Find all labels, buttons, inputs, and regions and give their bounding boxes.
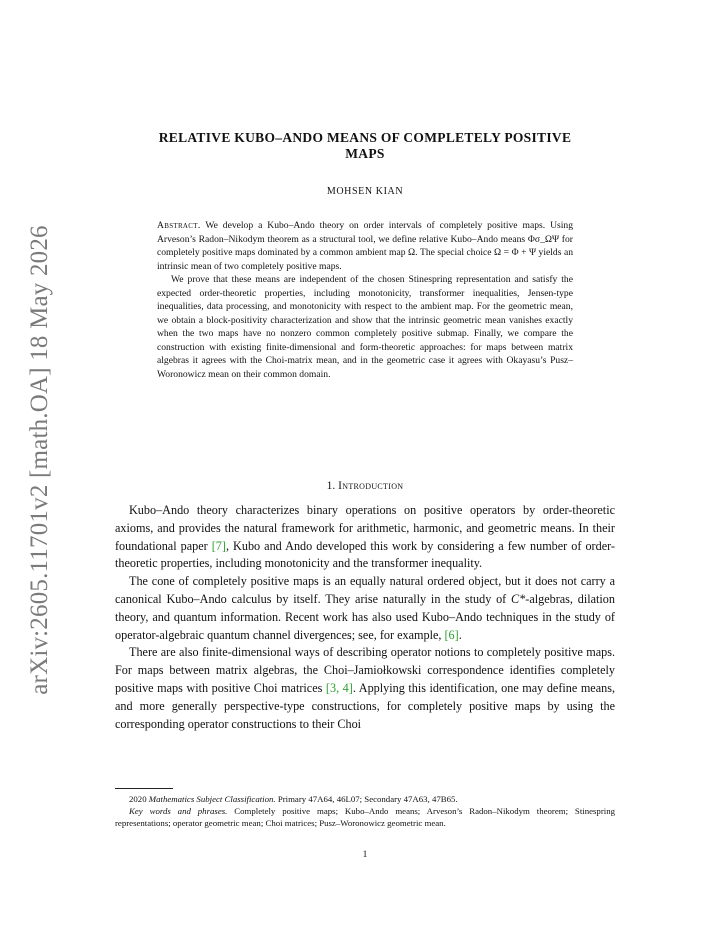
- paper-title-line-2: MAPS: [345, 146, 385, 161]
- arxiv-identifier-text: arXiv:2605.11701v2 [math.OA] 18 May 2026: [26, 225, 53, 695]
- author-name: MOHSEN KIAN: [326, 186, 404, 197]
- footnote-divider: [115, 788, 173, 789]
- intro-p2-text-a: The cone of completely positive maps is an equally natural ordered object, but it does not carry a canonical Kubo–Ando calculus by itself. They arise naturally in the study of: [115, 574, 615, 606]
- abstract-paragraph-1: [157, 219, 573, 273]
- keywords-text: Completely positive maps; Kubo–Ando means; Arveson’s Radon–Nikodym theorem; Stinespring representations; operator geometric mean; Choi matrices; Pusz–Woronowicz geometric mean.: [115, 806, 615, 829]
- introduction-body: [115, 502, 615, 733]
- msc-label: Mathematics Subject Classification.: [148, 794, 276, 804]
- arxiv-identifier-stamp: [20, 225, 60, 695]
- citation-link-3-4[interactable]: [3, 4]: [325, 680, 353, 695]
- abstract-label: Abstract.: [157, 220, 201, 231]
- section-number: 1.: [326, 480, 336, 492]
- footnotes: [115, 793, 615, 830]
- intro-paragraph-2: [115, 573, 615, 644]
- intro-paragraph-3: [115, 644, 615, 733]
- keywords-label: Key words and phrases.: [129, 806, 228, 817]
- intro-p2-text-c: .: [458, 627, 462, 642]
- intro-p1-text-b: , Kubo and Ando developed this work by considering a few number of order-theoretic properties, including monotonicity and the transformer inequality.: [115, 538, 615, 571]
- citation-link-7[interactable]: [7]: [211, 538, 226, 553]
- abstract-paragraph-2: We prove that these means are independent of the chosen Stinespring representation and satisfy the expected order-theoretic properties, including monotonicity, transformer inequalities, Jensen-type inequalities, data processing, and monotonicity with respect to the ambient map. For the geometric mean, we obtain a block-positivity characterization and show that the intrinsic geometric mean vanishes exactly when the two maps have no nonzero common completely positive submap. Finally, we compare the construction with existing finite-dimensional and form-theoretic approaches: for maps between matrix algebras it agrees with the Choi-matrix mean, and in the geometric case it agrees with Okayasu’s Pusz–Woronowicz mean on their common domain.: [157, 274, 573, 380]
- msc-year: 2020: [129, 794, 147, 804]
- intro-paragraph-1: [115, 502, 615, 573]
- intro-p3-text-a: There are also finite-dimensional ways of describing operator notions to completely positive maps. For maps between matrix algebras, the Choi–Jamiołkowski correspondence identifies completely positive maps with positive Choi matrices: [115, 645, 615, 695]
- citation-link-6[interactable]: [6]: [444, 627, 459, 642]
- abstract-text-1: We develop a Kubo–Ando theory on order intervals of completely positive maps. Using Arveson’s Radon–Nikodym theorem as a structural tool, we define relative Kubo–Ando means Φσ_ΩΨ for completely positive maps dominated by a common ambient map Ω. The special choice Ω = Φ + Ψ yields an intrinsic mean of two completely positive maps.: [157, 220, 573, 272]
- intro-p2-text-b: -algebras, dilation theory, and quantum information. Recent work has also used Kubo–Ando techniques in the study of operator-algebraic quantum channel divergences; see, for example,: [115, 591, 615, 642]
- abstract: [157, 219, 573, 381]
- footnote-keywords: [115, 805, 615, 829]
- intro-p3-text-b: . Applying this identification, one may define means, and more generally perspective-type constructions, for completely positive maps by using the corresponding operator constructions to their Choi: [115, 680, 616, 731]
- page-number: 1: [362, 850, 368, 860]
- section-title: Introduction: [338, 480, 404, 492]
- paper-title-line-1: RELATIVE KUBO–ANDO MEANS OF COMPLETELY POSITIVE: [158, 130, 572, 145]
- footnote-msc: [115, 793, 615, 805]
- section-heading-introduction: [115, 480, 615, 492]
- intro-p1-text-a: Kubo–Ando theory characterizes binary operations on positive operators by order-theoretic axioms, and provides the natural framework for arithmetic, harmonic, and geometric means. In their foundational paper: [115, 503, 615, 553]
- cstar-symbol: C*: [511, 591, 526, 606]
- msc-text: Primary 47A64, 46L07; Secondary 47A63, 47B65.: [277, 794, 458, 804]
- paper-title: [130, 130, 600, 162]
